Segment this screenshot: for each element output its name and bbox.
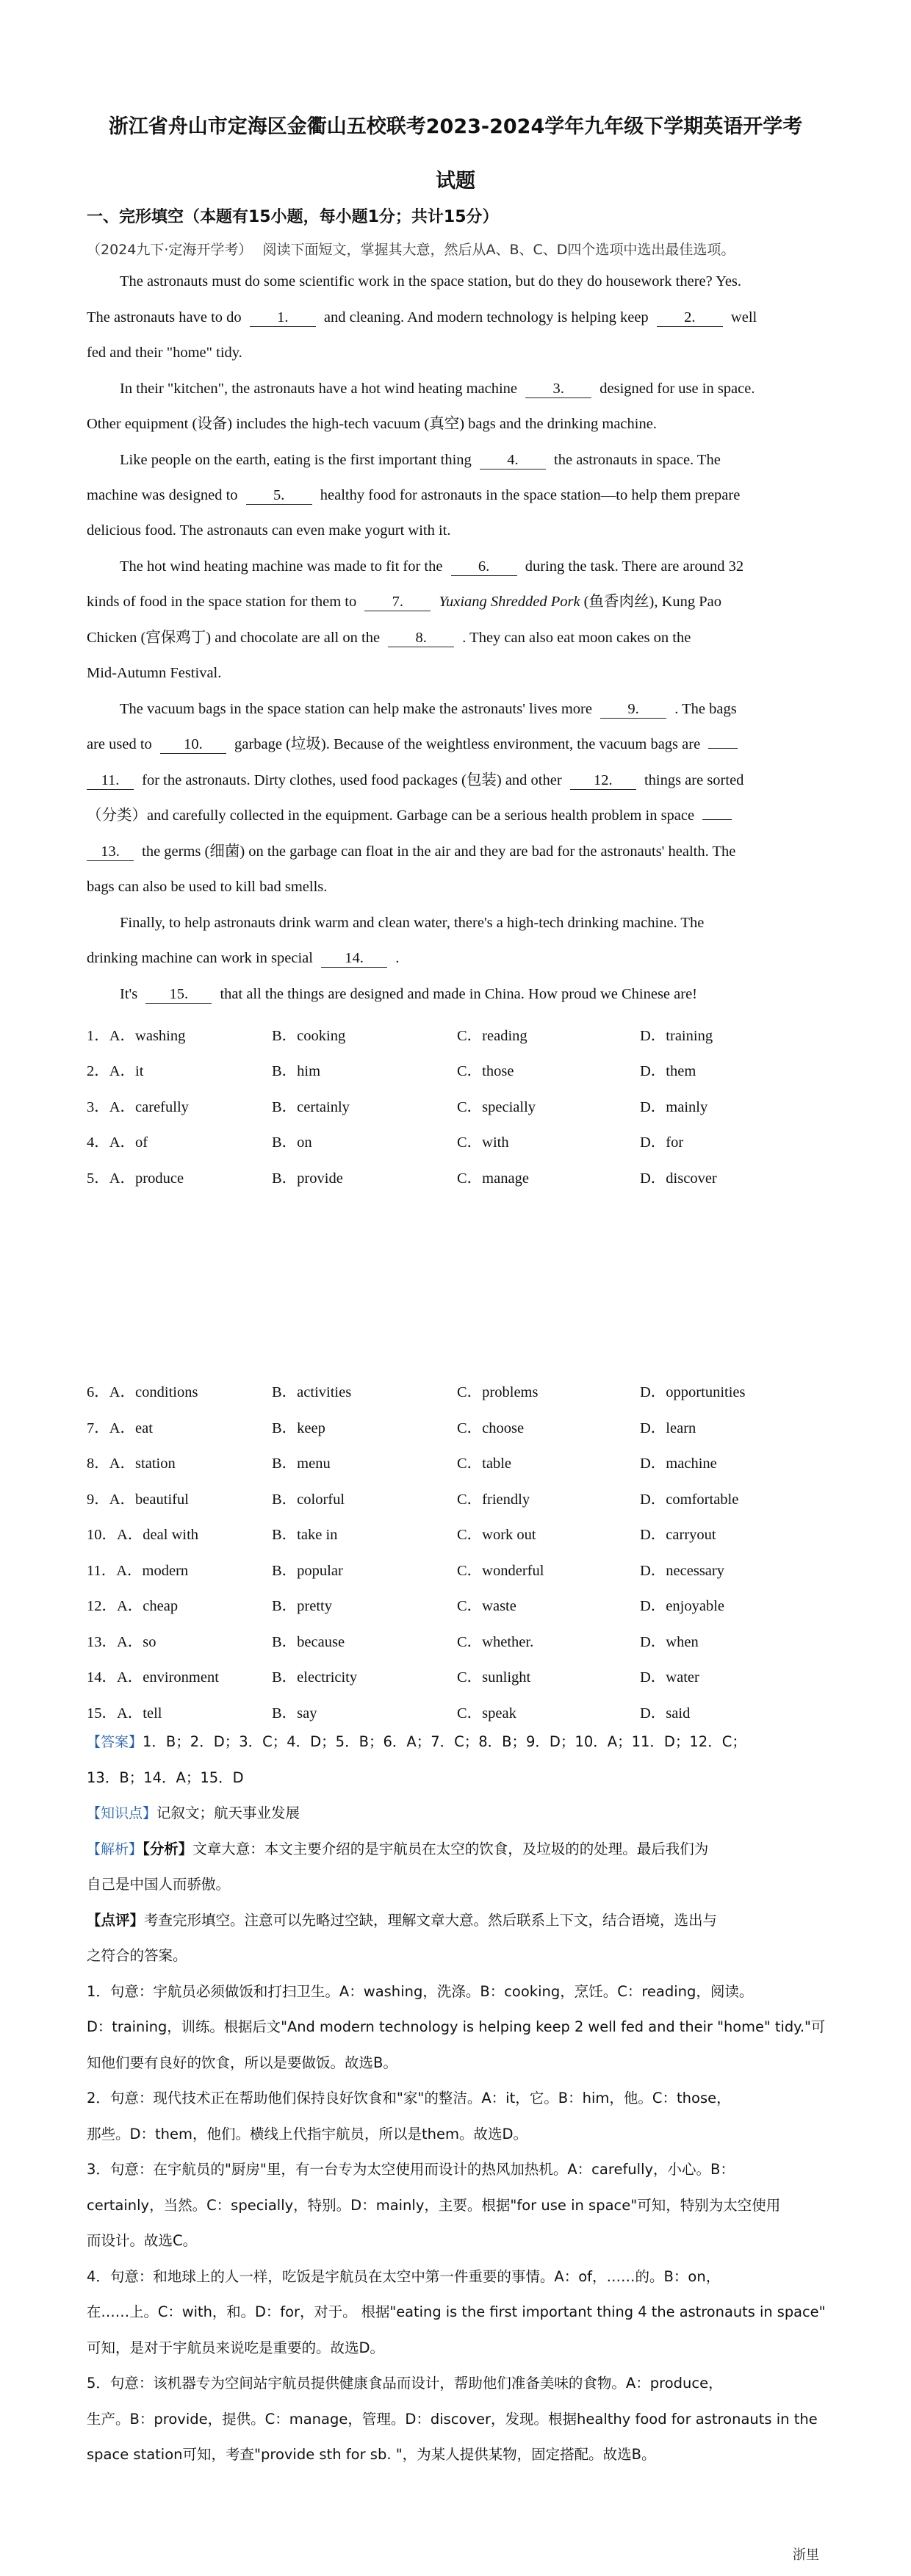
blank-10[interactable]: 10.: [160, 737, 226, 754]
passage-text: . They can also eat moon cakes on the: [462, 630, 691, 646]
blank-14[interactable]: 14.: [321, 951, 387, 968]
question-option-a[interactable]: 10．A．deal with: [87, 1527, 199, 1543]
question-option-c[interactable]: C．waste: [457, 1598, 516, 1614]
explanation-line: 4．句意：和地球上的人一样，吃饭是宇航员在太空中第一件重要的事情。A：of，……的。B：on，: [87, 2268, 721, 2285]
passage-text-italic: Yuxiang Shredded Pork: [439, 594, 580, 610]
passage-text: well: [730, 309, 757, 325]
question-option-d[interactable]: D．necessary: [640, 1563, 724, 1579]
passage-text: the astronauts in space. The: [554, 452, 721, 468]
question-option-a[interactable]: 11．A．modern: [87, 1563, 189, 1579]
passage-text: healthy food for astronauts in the space station—to help them prepare: [320, 487, 741, 503]
blank-7[interactable]: 7.: [364, 594, 431, 611]
explanation-line: 在……上。C：with，和。D：for，对于。 根据"eating is the first important thing 4 the astronauts in space": [87, 2303, 826, 2320]
question-option-b[interactable]: B．electricity: [272, 1669, 358, 1685]
blank-2[interactable]: 2.: [657, 310, 723, 327]
passage-line: [87, 844, 735, 861]
question-option-c[interactable]: C．choose: [457, 1420, 525, 1436]
option-row: [87, 1664, 829, 1683]
explanation-line: 1．句意：宇航员必须做饭和打扫卫生。A：washing，洗涤。B：cooking，烹饪。C：reading，阅读。: [87, 1983, 754, 2000]
question-option-a[interactable]: 4．A．of: [87, 1134, 148, 1151]
question-option-c[interactable]: C．with: [457, 1134, 509, 1151]
question-option-c[interactable]: C．whether.: [457, 1634, 534, 1650]
answer-line: [87, 1735, 826, 1749]
blank-5[interactable]: 5.: [246, 488, 312, 505]
question-option-d[interactable]: D．said: [640, 1705, 691, 1721]
passage-line: [87, 310, 757, 327]
passage-text: kinds of food in the space station for them to: [87, 594, 357, 610]
passage-text: things are sorted: [644, 772, 744, 788]
passage-line: Other equipment (设备) includes the high-tech vacuum (真空) bags and the drinking machine.: [87, 416, 657, 432]
option-row: [87, 1058, 829, 1077]
analysis-line: [87, 1842, 826, 1857]
passage-text: garbage (垃圾). Because of the weightless environment, the vacuum bags are: [234, 736, 701, 752]
analysis-text: 文章大意：本文主要介绍的是宇航员在太空的饮食，及垃圾的的处理。最后我们为: [192, 1841, 709, 1857]
question-option-c[interactable]: C．table: [457, 1456, 512, 1472]
question-option-c[interactable]: C．problems: [457, 1384, 539, 1400]
question-option-a[interactable]: 13．A．so: [87, 1634, 156, 1650]
question-option-d[interactable]: D．carryout: [640, 1527, 716, 1543]
question-option-d[interactable]: D．discover: [640, 1170, 717, 1187]
passage-text: the germs (细菌) on the garbage can float in the air and they are bad for the astronauts' health. The: [142, 843, 736, 860]
question-option-a[interactable]: 1．A．washing: [87, 1028, 186, 1044]
document-title: 浙江省舟山市定海区金衢山五校联考2023-2024学年九年级下学期英语开学考: [108, 115, 803, 138]
question-option-d[interactable]: D．opportunities: [640, 1384, 746, 1400]
question-option-b[interactable]: B．popular: [272, 1563, 343, 1579]
question-option-c[interactable]: C．speak: [457, 1705, 516, 1721]
question-option-a[interactable]: 7．A．eat: [87, 1420, 153, 1436]
instruction-text: 阅读下面短文，掌握其大意，然后从A、B、C、D四个选项中选出最佳选项。: [262, 242, 735, 258]
question-option-c[interactable]: C．sunlight: [457, 1669, 531, 1685]
option-row: [87, 1129, 829, 1151]
passage-line: delicious food. The astronauts can even make yogurt with it.: [87, 522, 451, 539]
question-option-b[interactable]: B．cooking: [272, 1028, 346, 1044]
explanation-line: 可知，是对于宇航员来说吃是重要的。故选D。: [87, 2339, 385, 2356]
question-option-d[interactable]: D．enjoyable: [640, 1598, 724, 1614]
document-title-line2: 试题: [436, 170, 475, 193]
explanation-line: 5．句意：该机器专为空间站宇航员提供健康食品而设计，帮助他们准备美味的食物。A：produce，: [87, 2375, 723, 2392]
question-option-c[interactable]: C．reading: [457, 1028, 527, 1044]
passage-text: machine was designed to: [87, 487, 238, 503]
option-row: [87, 1450, 829, 1472]
passage-text: are used to: [87, 736, 152, 752]
passage-line: The astronauts must do some scientific work in the space station, but do they do housework there? Yes.: [120, 273, 742, 289]
passage-text: Chicken (宫保鸡丁) and chocolate are all on the: [87, 630, 381, 646]
question-option-a[interactable]: 5．A．produce: [87, 1170, 184, 1187]
passage-text: designed for use in space.: [599, 381, 755, 397]
comment-text: 考查完形填空。注意可以先略过空缺，理解文章大意。然后联系上下文，结合语境，选出与: [144, 1912, 718, 1929]
passage-text: （分类）and carefully collected in the equipment. Garbage can be a serious health problem in space: [87, 807, 695, 824]
explanation-line: 知他们要有良好的饮食，所以是要做饭。故选B。: [87, 2054, 397, 2071]
source-tag: （2024九下·定海开学考）: [87, 242, 253, 258]
question-option-b[interactable]: B．colorful: [272, 1492, 345, 1508]
option-row: [87, 1379, 829, 1398]
page-footer: 浙里: [793, 2547, 819, 2563]
option-row: [87, 1700, 829, 1719]
passage-text: .: [395, 950, 400, 966]
blank-12[interactable]: 12.: [570, 773, 636, 790]
answer-text: 1．B；2．D；3．C；4．D；5．B；6．A；7．C；8．B；9．D；10．A；11．D；12．C；: [143, 1733, 746, 1750]
passage-text: The hot wind heating machine was made to fit for the: [120, 558, 443, 575]
option-row: [87, 1522, 829, 1541]
passage-line: [87, 808, 732, 824]
passage-line: [87, 630, 691, 647]
question-option-b[interactable]: B．say: [272, 1705, 317, 1721]
blank-4[interactable]: 4.: [480, 453, 546, 469]
question-option-b[interactable]: B．activities: [272, 1384, 352, 1400]
explanation-line: 2．句意：现代技术正在帮助他们保持良好饮食和"家"的整洁。A：it，它。B：him，他。C：those，: [87, 2090, 731, 2107]
blank-11[interactable]: 11.: [87, 773, 134, 790]
passage-line: [120, 453, 826, 469]
passage-line: Mid-Autumn Festival.: [87, 665, 222, 681]
question-option-d[interactable]: D．training: [640, 1028, 713, 1044]
passage-line: [87, 773, 743, 790]
question-option-d[interactable]: D．machine: [640, 1456, 717, 1472]
option-row: [87, 1023, 829, 1042]
explanation-line: 而设计。故选C。: [87, 2232, 198, 2249]
knowledge-tag: 【知识点】: [87, 1805, 157, 1821]
question-option-c[interactable]: C．friendly: [457, 1492, 530, 1508]
section-heading: 一、完形填空（本题有15小题，每小题1分；共计15分）: [87, 208, 499, 226]
knowledge-line: [87, 1806, 826, 1821]
passage-line: [120, 702, 826, 719]
blank-6[interactable]: 6.: [451, 559, 517, 576]
passage-text: drinking machine can work in special: [87, 950, 313, 966]
question-option-c[interactable]: C．specially: [457, 1099, 536, 1115]
analysis-line: 自己是中国人而骄傲。: [87, 1876, 231, 1893]
blank-15[interactable]: 15.: [145, 987, 212, 1004]
question-option-d[interactable]: D．for: [640, 1134, 684, 1151]
passage-text: (鱼香肉丝), Kung Pao: [583, 594, 722, 610]
passage-line: Finally, to help astronauts drink warm and clean water, there's a high-tech drinking machine. The: [120, 915, 705, 931]
answer-line: 13．B；14．A；15．D: [87, 1769, 244, 1786]
passage-text: The vacuum bags in the space station can help make the astronauts' lives more: [120, 701, 592, 717]
blank-13-start: [702, 819, 732, 820]
comment-line: 之符合的答案。: [87, 1947, 187, 1964]
question-option-b[interactable]: B．pretty: [272, 1598, 332, 1614]
option-row: [87, 1558, 829, 1577]
answer-tag: 【答案】: [87, 1734, 143, 1750]
passage-text: It's: [120, 986, 138, 1002]
question-option-d[interactable]: D．learn: [640, 1420, 696, 1436]
question-option-a[interactable]: 9．A．beautiful: [87, 1492, 189, 1508]
passage-text: that all the things are designed and made in China. How proud we Chinese are!: [220, 986, 698, 1002]
question-option-b[interactable]: B．on: [272, 1134, 312, 1151]
question-option-d[interactable]: D．comfortable: [640, 1492, 739, 1508]
option-row: [87, 1094, 829, 1113]
knowledge-text: 记叙文；航天事业发展: [156, 1805, 300, 1821]
question-option-a[interactable]: 12．A．cheap: [87, 1598, 179, 1614]
passage-line: [87, 951, 399, 968]
question-option-a[interactable]: 2．A．it: [87, 1063, 144, 1079]
passage-line: fed and their "home" tidy.: [87, 345, 242, 361]
question-option-a[interactable]: 14．A．environment: [87, 1669, 219, 1685]
question-option-b[interactable]: B．keep: [272, 1420, 325, 1436]
passage-text: . The bags: [674, 701, 737, 717]
explanation-line: certainly，当然。C：specially，特别。D：mainly，主要。根据"for use in space"可知，特别为太空使用: [87, 2197, 781, 2214]
passage-text: Like people on the earth, eating is the first important thing: [120, 452, 472, 468]
passage-line: [87, 737, 738, 754]
question-option-a[interactable]: 15．A．tell: [87, 1705, 162, 1721]
question-option-d[interactable]: D．when: [640, 1634, 699, 1650]
question-option-c[interactable]: C．those: [457, 1063, 514, 1079]
analysis-tag: 【解析】: [87, 1841, 143, 1857]
question-option-c[interactable]: C．wonderful: [457, 1563, 544, 1579]
question-option-d[interactable]: D．water: [640, 1669, 699, 1685]
passage-text: The astronauts have to do: [87, 309, 242, 325]
question-option-b[interactable]: B．him: [272, 1063, 321, 1079]
option-row: [87, 1486, 829, 1508]
question-option-b[interactable]: B．provide: [272, 1170, 343, 1187]
passage-line: [120, 987, 826, 1004]
passage-line: [87, 488, 740, 505]
option-row: [87, 1629, 829, 1648]
explanation-line: 那些。D：them，他们。横线上代指宇航员，所以是them。故选D。: [87, 2126, 528, 2143]
passage-text: during the task. There are around 32: [525, 558, 744, 575]
blank-13[interactable]: 13.: [87, 844, 134, 861]
passage-line: [87, 594, 721, 611]
passage-line: [120, 559, 826, 576]
question-option-b[interactable]: B．take in: [272, 1527, 338, 1543]
analysis-subtag: 【分析】: [143, 1841, 193, 1857]
question-option-c[interactable]: C．work out: [457, 1527, 536, 1543]
option-row: [87, 1165, 829, 1187]
blank-8[interactable]: 8.: [388, 630, 454, 647]
question-option-b[interactable]: B．certainly: [272, 1099, 350, 1115]
question-option-b[interactable]: B．because: [272, 1634, 345, 1650]
explanation-line: D：training，训练。根据后文"And modern technology is helping keep 2 well fed and their "home" tidy."可: [87, 2018, 826, 2035]
comment-tag: 【点评】: [87, 1912, 145, 1929]
comment-line: [87, 1913, 826, 1928]
passage-line: [120, 381, 826, 398]
blank-1[interactable]: 1.: [250, 310, 316, 327]
question-option-a[interactable]: 8．A．station: [87, 1456, 176, 1472]
blank-9[interactable]: 9.: [600, 702, 666, 719]
question-option-c[interactable]: C．manage: [457, 1170, 529, 1187]
question-option-d[interactable]: D．them: [640, 1063, 696, 1079]
blank-3[interactable]: 3.: [525, 381, 591, 398]
passage-text: for the astronauts. Dirty clothes, used food packages (包装) and other: [142, 772, 562, 788]
explanation-line: 生产。B：provide，提供。C：manage，管理。D：discover，发现。根据healthy food for astronauts in the: [87, 2411, 818, 2428]
passage-text: In their "kitchen", the astronauts have a hot wind heating machine: [120, 381, 518, 397]
explanation-line: space station可知，考查"provide sth for sb. "，为某人提供某物，固定搭配。故选B。: [87, 2446, 656, 2463]
question-option-b[interactable]: B．menu: [272, 1456, 331, 1472]
passage-line: bags can also be used to kill bad smells.: [87, 879, 328, 895]
option-row: [87, 1593, 829, 1612]
explanation-line: 3．句意：在宇航员的"厨房"里，有一台专为太空使用而设计的热风加热机。A：carefully，小心。B：: [87, 2161, 735, 2178]
question-option-a[interactable]: 6．A．conditions: [87, 1384, 198, 1400]
question-option-a[interactable]: 3．A．carefully: [87, 1099, 189, 1115]
passage-text: and cleaning. And modern technology is helping keep: [323, 309, 649, 325]
blank-11-start: [708, 748, 738, 749]
question-source: [87, 239, 735, 259]
option-row: [87, 1415, 829, 1434]
question-option-d[interactable]: D．mainly: [640, 1099, 708, 1115]
